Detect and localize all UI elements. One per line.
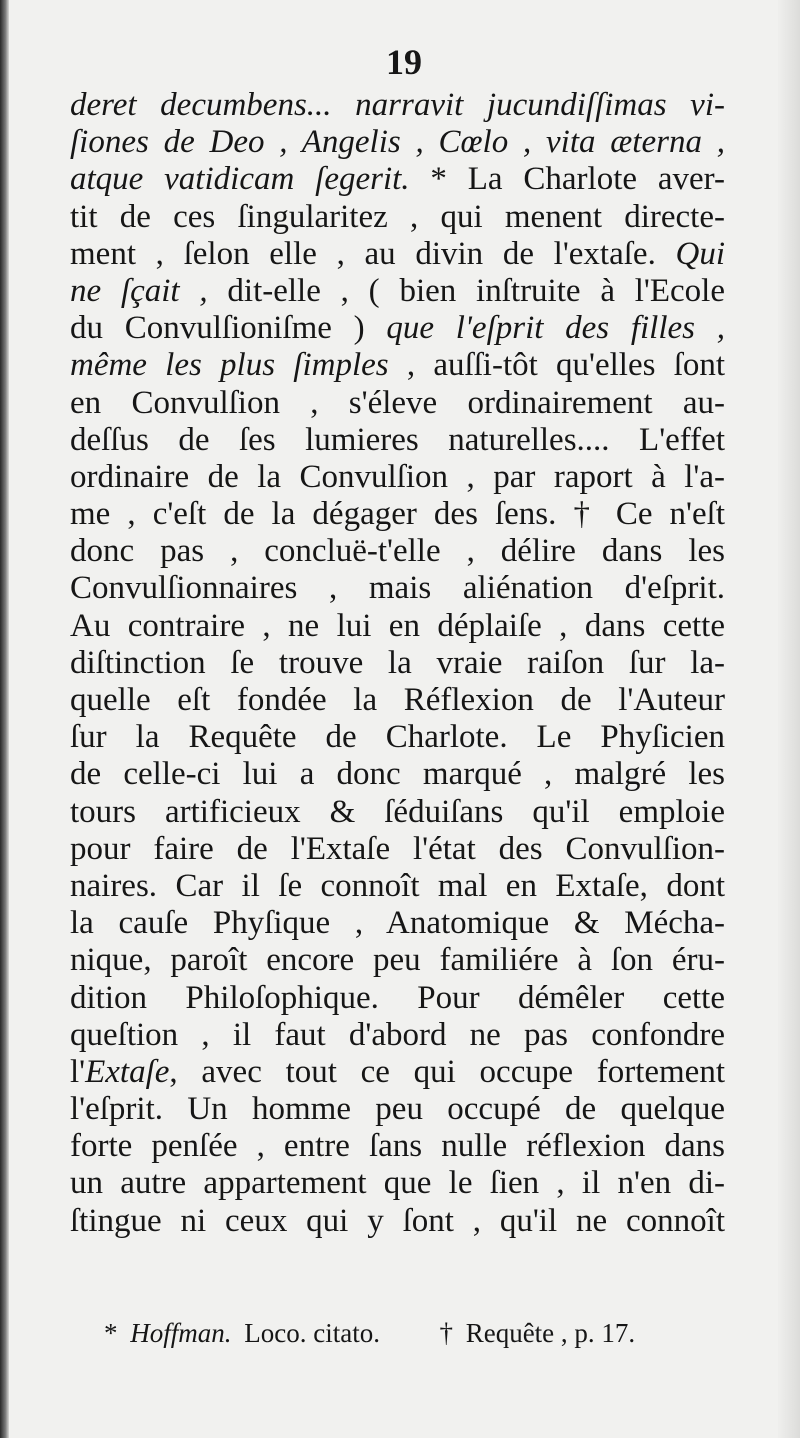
text-line: [70, 608, 725, 645]
italic-run: deret decumbens... narravit jucundiſſimas vi-: [70, 87, 725, 123]
text-line: [70, 1017, 725, 1054]
text-line: [70, 161, 725, 198]
footnote: [104, 1316, 704, 1350]
text-run: de celle-ci lui a donc marqué , malgré les: [70, 756, 725, 793]
text-line: [70, 1165, 725, 1202]
text-run: me , c'eſt de la dégager des ſens. † Ce n'eſt: [70, 496, 725, 533]
italic-run: atque vatidicam ſegerit.: [70, 161, 410, 198]
text-line: [70, 905, 725, 942]
text-line: [70, 273, 725, 310]
text-line: [70, 1091, 725, 1128]
text-run: ment , ſelon elle , au divin de l'extaſe.: [70, 235, 676, 272]
italic-run: ſiones de Deo , Angelis , Cœlo , vita æterna ,: [70, 124, 725, 161]
text-run: la cauſe Phyſique , Anatomique & Mécha-: [70, 905, 725, 942]
text-line: [70, 87, 725, 124]
footnote-author: Hoffman.: [130, 1318, 232, 1348]
text-run: * La Charlote aver-: [409, 161, 725, 198]
text-run: dit-elle , ( bien inſtruite à l'Ecole: [207, 272, 725, 309]
text-line: [70, 236, 725, 273]
text-run: ſtingue ni ceux qui y ſont , qu'il ne connoît: [70, 1202, 725, 1239]
text-run: , auſſi-tôt qu'elles ſont: [388, 347, 726, 384]
text-run: ſur la Requête de Charlote. Le Phyſicien: [70, 719, 725, 756]
text-run: tours artificieux & ſéduiſans qu'il emploie: [70, 793, 725, 830]
italic-run: Extaſe: [85, 1053, 170, 1090]
text-line: [70, 645, 725, 682]
text-line: [70, 682, 725, 719]
text-line: [70, 1203, 725, 1240]
text-line: [70, 868, 725, 905]
text-run: l'eſprit. Un homme peu occupé de quelque: [70, 1091, 725, 1128]
text-line: [70, 831, 725, 868]
text-line: [70, 496, 725, 533]
footnote-mark-1: *: [104, 1318, 118, 1348]
text-run: du Convulſioniſme ): [70, 310, 387, 347]
text-run: naires. Car il ſe connoît mal en Extaſe, dont: [70, 867, 725, 904]
footnote-reference-1: Loco. citato.: [244, 1318, 380, 1348]
text-run: Au contraire , ne lui en déplaiſe , dans cette: [70, 607, 725, 644]
scan-left-edge: [0, 0, 9, 1438]
text-run: Convulſionnaires , mais aliénation d'eſprit.: [70, 570, 725, 607]
footnote-mark-2: †: [439, 1318, 453, 1348]
page-fold-shadow: [778, 0, 800, 1438]
text-run: un autre appartement que le ſien , il n'en di-: [70, 1165, 725, 1202]
text-line: [70, 124, 725, 161]
text-run: ordinaire de la Convulſion , par raport à l'a-: [70, 458, 725, 495]
text-line: [70, 980, 725, 1017]
italic-run: que l'eſprit des filles ,: [386, 310, 725, 347]
text-run: l': [70, 1053, 86, 1090]
text-run: pour faire de l'Extaſe l'état des Convulſion-: [70, 830, 725, 867]
text-run: en Convulſion , s'éleve ordinairement au-: [70, 384, 725, 421]
italic-run: même les plus ſimples: [70, 347, 389, 384]
text-run: tit de ces ſingularitez , qui menent directe-: [70, 198, 725, 235]
text-line: [70, 1128, 725, 1165]
text-line: [70, 719, 725, 756]
text-run: quelle eſt fondée la Réflexion de l'Auteur: [70, 682, 725, 718]
text-line: [70, 199, 725, 236]
text-run: forte penſée , entre ſans nulle réflexion dans: [70, 1128, 725, 1165]
text-line: [70, 533, 725, 570]
text-line: [70, 347, 725, 384]
page-number: 19: [386, 42, 422, 82]
text-line: [70, 794, 725, 831]
text-run: dition Philoſophique. Pour démêler cette: [70, 979, 725, 1016]
text-line: [70, 385, 725, 422]
text-line: [70, 459, 725, 496]
italic-run: ne ſçait ,: [70, 272, 208, 309]
italic-run: Qui: [675, 235, 725, 272]
text-run: deſſus de ſes lumieres naturelles.... L'effet: [70, 421, 725, 458]
text-run: queſtion , il faut d'abord ne pas confondre: [70, 1016, 725, 1053]
text-line: [70, 310, 725, 347]
text-line: [70, 422, 725, 459]
text-line: [70, 942, 725, 979]
text-run: diſtinction ſe trouve la vraie raiſon ſur la-: [70, 644, 725, 681]
body-text: [70, 87, 725, 1240]
text-line: [70, 756, 725, 793]
text-line: [70, 570, 725, 607]
footnote-reference-2: Requête , p. 17.: [465, 1318, 636, 1348]
text-run: donc pas , concluë-t'elle , délire dans les: [70, 533, 725, 570]
text-line: [70, 1054, 725, 1091]
text-run: , avec tout ce qui occupe fortement: [169, 1053, 725, 1090]
text-run: nique, paroît encore peu familiére à ſon éru-: [70, 942, 725, 979]
